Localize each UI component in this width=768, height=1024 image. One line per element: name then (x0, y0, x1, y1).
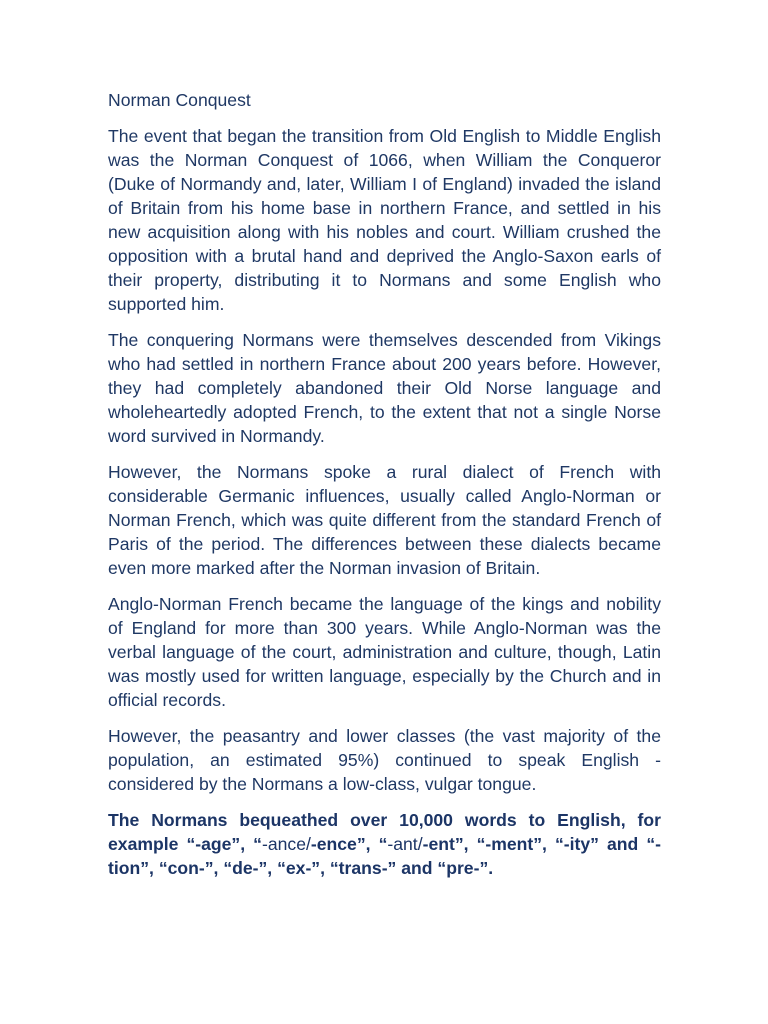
paragraph: However, the peasantry and lower classes (the vast majority of the population, an estimated 95%) continued to speak English - considered by the Normans a low-class, vulgar tongue. (108, 726, 661, 794)
document-title: Norman Conquest (108, 90, 251, 110)
paragraph: Anglo-Norman French became the language of the kings and nobility of England for more than 300 years. While Anglo-Norman was the verbal language of the court, administration and culture, though, Latin was mostly used for written language, especially by the Church and in official records. (108, 594, 661, 710)
suffix-text-plain: -ance/ (261, 834, 311, 854)
paragraph: The conquering Normans were themselves descended from Vikings who had settled in northern France about 200 years before. However, they had completely abandoned their Old Norse language and wholeheartedly adopted French, to the extent that not a single Norse word survived in Normandy. (108, 330, 661, 446)
paragraph: The event that began the transition from Old English to Middle English was the Norman Conquest of 1066, when William the Conqueror (Duke of Normandy and, later, William I of England) invaded the island of Britain from his home base in northern France, and settled in his new acquisition along with his nobles and court. William crushed the opposition with a brutal hand and deprived the Anglo-Saxon earls of their property, distributing it to Normans and some English who supported him. (108, 126, 661, 314)
suffix-text: The Normans bequeathed over 10,000 words to English, for example “-age”, “ (108, 810, 661, 854)
suffix-text-plain: -ant/ (387, 834, 423, 854)
paragraph-suffixes (108, 808, 661, 880)
paragraph: However, the Normans spoke a rural dialect of French with considerable Germanic influences, usually called Anglo-Norman or Norman French, which was quite different from the standard French of Paris of the period. The differences between these dialects became even more marked after the Norman invasion of Britain. (108, 462, 661, 578)
suffix-text: -ence”, “ (310, 834, 388, 854)
suffix-text: -ent”, “-ment”, “-ity” and “-tion”, “con-”, “de-”, “ex-”, “trans-” and “pre-”. (108, 834, 661, 878)
document-body (108, 88, 661, 892)
